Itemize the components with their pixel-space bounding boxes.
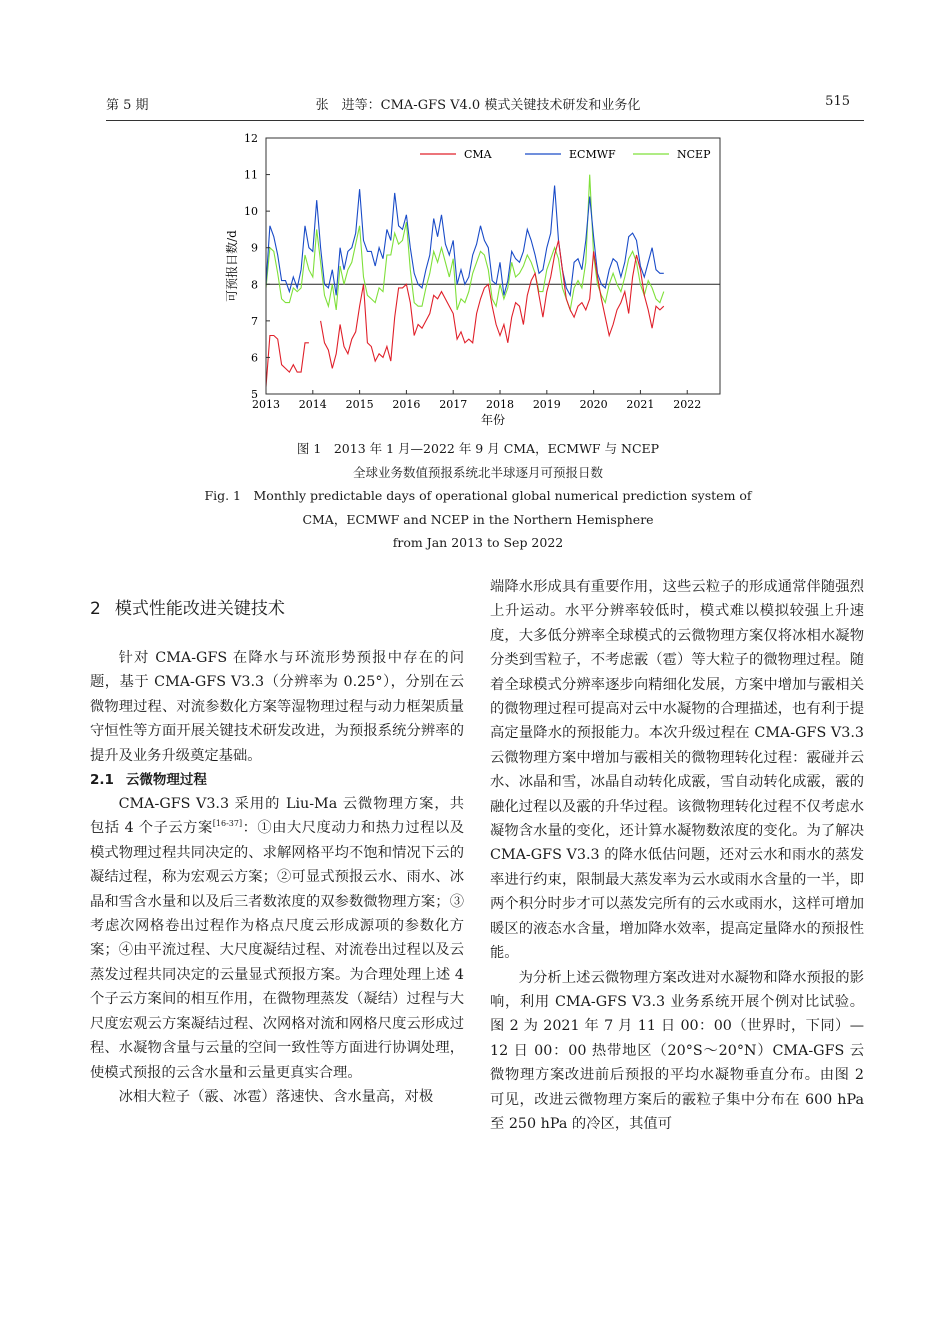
paragraph: 端降水形成具有重要作用，这些云粒子的形成通常伴随强烈上升运动。水平分辨率较低时，模式难以模拟较强上升速度，大多低分辨率全球模式的云微物理方案仅将冰相水凝物分类到雪粒子，不考虑霰（雹）等大粒子的微物理过程。随着全球模式分辨率逐步向精细化发展，方案中增加与霰相关的微物理过程可提高对云中水凝物的合理描述，也有利于提高定量降水的预报能力。本次升级过程在 CMA-GFS V3.3 云微物理方案中增加与霰相关的微物理转化过程：霰碰并云水、冰晶和雪，冰晶自动转化成霰，雪自动转化成霰，霰的融化过程以及霰的升华过程。该微物理转化过程不仅考虑水凝物含水量的变化，还计算水凝物数浓度的变化。为了解决 CMA-GFS V3.3 的降水低估问题，还对云水和雨水的蒸发率进行约束，限制最大蒸发率为云水或雨水含量的一半，即两个积分时步才可以蒸发完所有的云水或雨水，这样可增加暖区的液态水含量，增加降水效率，提高定量降水的预报性能。 — [490, 579, 864, 962]
y-tick-label: 7 — [251, 314, 258, 328]
y-tick-label: 12 — [244, 132, 258, 145]
x-tick-label: 2020 — [579, 398, 608, 411]
caption-cn-line: 全球业务数值预报系统北半球逐月可预报日数 — [352, 464, 603, 480]
x-tick-label: 2015 — [345, 398, 374, 411]
series-line-ecmwf — [266, 186, 664, 296]
caption-cn-line: 图 1 2013 年 1 月—2022 年 9 月 CMA，ECMWF 与 NCEP — [296, 441, 660, 456]
paragraph-text: ：①由大尺度动力和热力过程以及模式物理过程共同决定的、求解网格平均不饱和情况下云的凝结过程，称为宏观云方案；②可显式预报云水、雨水、冰晶和雪含水量和以及后三者数浓度的双参数微物理方案；③考虑次网格卷出过程作为格点尺度云形成源项的参数化方案；④由平流过程、大尺度凝结过程、对流卷出过程以及云蒸发过程共同决定的云量显式预报方案。为合理处理上述 4 个子云方案间的相互作用，在微物理蒸发（凝结）过程与大尺度宏观云方案凝结过程、次网格对流和网格尺度云形成过程、水凝物含量与云量的空间一致性等方面进行协调处理，使模式预报的云含水量和云量更真实合理。 — [90, 820, 465, 1081]
x-tick-label: 2021 — [626, 398, 655, 411]
subsection-number: 2.1 — [90, 772, 114, 789]
caption-en-line: from Jan 2013 to Sep 2022 — [392, 535, 564, 550]
subsection-title: 云微物理过程 — [125, 772, 207, 789]
line-chart — [224, 128, 734, 428]
paragraph: 针对 CMA-GFS 在降水与环流形势预报中存在的问题，基于 CMA-GFS V3.3（分辨率为 0.25°），分别在云微物理过程、对流参数化方案等湿物理过程与动力框架质量守恒性等方面开展关键技术研发改进，为预报系统分辨率的提升及业务升级奠定基础。 — [90, 650, 464, 764]
y-tick-label: 10 — [244, 205, 258, 219]
caption-en-line: CMA，ECMWF and NCEP in the Northern Hemisphere — [302, 511, 654, 527]
y-tick-label: 9 — [251, 241, 258, 255]
y-tick-label: 6 — [251, 351, 258, 365]
subsection-heading — [90, 768, 464, 792]
running-title: 张 进等：CMA-GFS V4.0 模式关键技术研发和业务化 — [315, 98, 641, 113]
series-line-cma — [266, 336, 309, 387]
x-tick-label: 2014 — [298, 398, 327, 411]
section-heading — [90, 596, 464, 622]
header-rule — [106, 120, 864, 121]
y-tick-label: 11 — [244, 168, 258, 182]
legend-label-cma: CMA — [464, 148, 492, 161]
y-axis-label: 可预报日数/d — [225, 230, 239, 302]
section-title: 模式性能改进关键技术 — [114, 599, 285, 619]
right-column — [490, 575, 864, 1136]
x-tick-label: 2013 — [252, 398, 280, 411]
left-column — [90, 596, 464, 1109]
x-tick-label: 2019 — [532, 398, 561, 411]
caption-en-line: Fig. 1 Monthly predictable days of operational global numerical prediction system of — [204, 488, 752, 503]
x-tick-label: 2018 — [486, 398, 515, 411]
paragraph — [90, 792, 464, 1085]
y-tick-label: 8 — [251, 278, 258, 292]
figure-caption-en — [106, 484, 850, 555]
legend-label-ncep: NCEP — [677, 148, 711, 161]
figure-caption-cn — [106, 437, 850, 484]
paragraph: 冰相大粒子（霰、冰雹）落速快、含水量高，对极 — [118, 1088, 434, 1105]
section-number: 2 — [90, 599, 101, 619]
figure-1-chart — [224, 128, 734, 428]
x-tick-label: 2016 — [392, 398, 421, 411]
x-axis-label: 年份 — [480, 413, 506, 427]
x-tick-label: 2022 — [673, 398, 702, 411]
page-number: 515 — [825, 94, 850, 109]
legend-label-ecmwf: ECMWF — [569, 148, 616, 161]
paragraph: 为分析上述云微物理方案改进对水凝物和降水预报的影响，利用 CMA-GFS V3.3 业务系统开展个例对比试验。图 2 为 2021 年 7 月 11 日 00：00（世界时，下同）—12 日 00：00 热带地区（20°S～20°N）CMA-GFS 云微物理方案改进前后预报的平均水凝物垂直分布。由图 2 可见，改进云微物理方案后的霰粒子集中分布在 600 hPa 至 250 hPa 的冷区，其值可 — [490, 969, 864, 1132]
x-tick-label: 2017 — [439, 398, 468, 411]
page-header — [106, 94, 850, 114]
citation: [16-37] — [212, 819, 243, 829]
y-tick-label: 5 — [251, 388, 258, 401]
series-line-ncep — [266, 175, 664, 310]
issue-number: 第 5 期 — [106, 98, 149, 113]
plot-frame — [266, 138, 720, 394]
paragraph-text: CMA-GFS V3.3 采用的 Liu-Ma 云微物理方案，共包括 4 个子云方案 — [90, 796, 464, 837]
